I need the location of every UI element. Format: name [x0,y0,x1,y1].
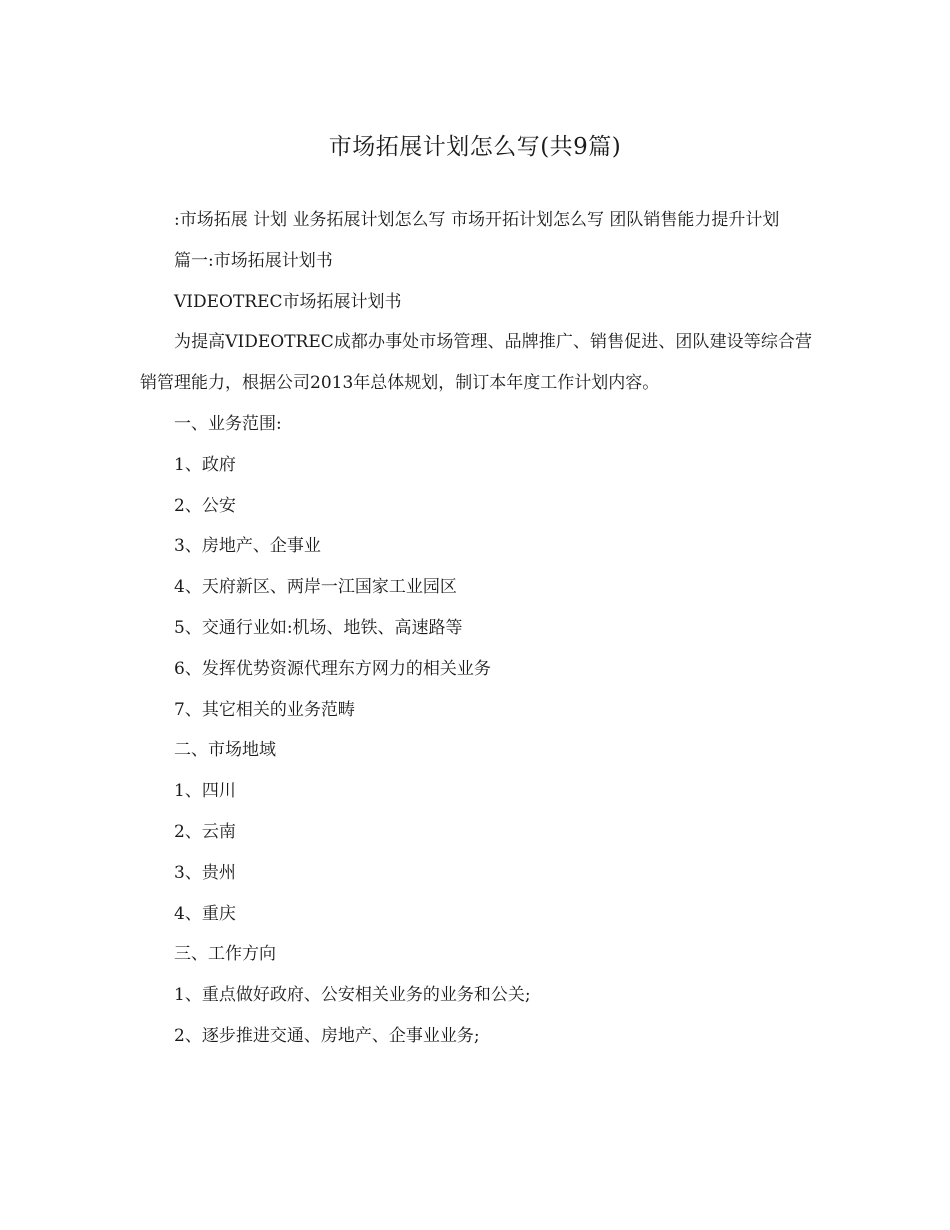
list-item: 5、交通行业如:机场、地铁、高速路等 [174,617,463,638]
section-heading-business-scope: 一、业务范围: [174,413,282,434]
list-item: 7、其它相关的业务范畴 [174,699,355,720]
list-item: 3、房地产、企事业 [174,536,321,557]
list-item: 3、贵州 [174,862,236,883]
intro-paragraph: 为提高VIDEOTREC成都办事处市场管理、品牌推广、销售促进、团队建设等综合营销管理能力，根据公司2013年总体规划，制订本年度工作计划内容。 [140,332,812,394]
list-item: 4、天府新区、两岸一江国家工业园区 [174,577,457,598]
list-item: 1、四川 [174,781,236,802]
section-heading-market-region: 二、市场地域 [174,740,276,761]
document-body [140,200,812,1057]
list-item: 1、重点做好政府、公安相关业务的业务和公关; [174,985,531,1006]
list-item: 6、发挥优势资源代理东方网力的相关业务 [174,658,491,679]
section-heading-work-direction: 三、工作方向 [174,944,276,965]
keywords-line: :市场拓展 计划 业务拓展计划怎么写 市场开拓计划怎么写 团队销售能力提升计划 [174,210,780,230]
plan-title: VIDEOTREC市场拓展计划书 [174,291,402,312]
list-item: 2、逐步推进交通、房地产、企事业业务; [174,1025,480,1046]
document-title: 市场拓展计划怎么写(共9篇) [328,134,622,160]
chapter-heading: 篇一:市场拓展计划书 [174,250,333,271]
list-item: 4、重庆 [174,903,236,924]
list-item: 1、政府 [174,454,236,475]
list-item: 2、云南 [174,821,236,842]
list-item: 2、公安 [174,495,236,516]
